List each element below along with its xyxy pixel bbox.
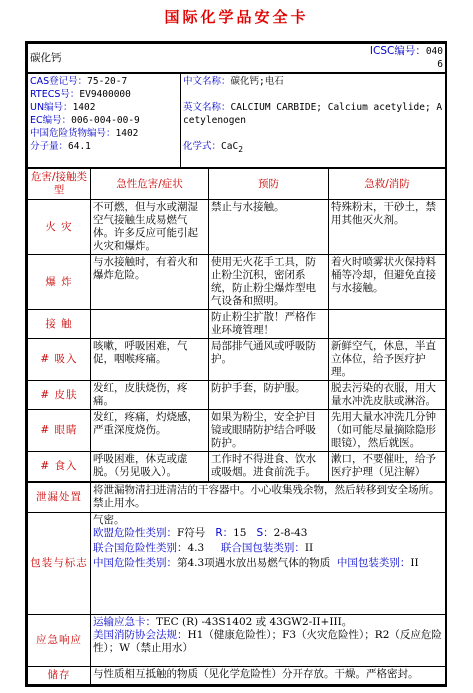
eu-hazard-value: F符号 [177, 527, 206, 539]
row-hazard: 发红，皮肤烧伤，疼痛。 [91, 381, 209, 410]
transport-value: TEC (R) -43S1402 或 43GW2-II+III。 [156, 616, 353, 628]
formula-value: CaC [221, 141, 239, 152]
row-hazard [91, 310, 209, 339]
table-row [28, 200, 446, 255]
nfpa-value: H1（健康危险性）；F3（火灾危险性）；R2（反应危险性）；W（禁止用水） [93, 629, 442, 654]
row-type: # 皮肤 [28, 381, 91, 410]
header-type: 危害/接触类型 [28, 169, 91, 200]
rtecs-value: EV9400000 [79, 89, 131, 100]
identity-table [27, 73, 446, 168]
cn-pack-label: 中国包装类别： [336, 557, 411, 569]
handling-table [27, 482, 446, 685]
s-label: S： [256, 527, 274, 539]
row-hazard: 发红，疼痛，灼烧感，严重深度烧伤。 [91, 410, 209, 452]
table-row [28, 452, 446, 482]
row-aid: 脱去污染的衣服，用大量水冲洗皮肤或淋浴。 [329, 381, 446, 410]
name-block [181, 74, 446, 168]
un-hazard-label: 联合国危险性类别： [93, 542, 188, 554]
id-table [27, 43, 446, 73]
icsc-label: ICSC编号： [369, 45, 426, 57]
rtecs-label: RTECS号： [30, 89, 80, 100]
spill-label: 泄漏处置 [28, 483, 91, 513]
row-type: # 食入 [28, 452, 91, 482]
cn-name-value: 碳化钙;电石 [230, 76, 284, 87]
row-type: 接 触 [28, 310, 91, 339]
row-aid: 漱口，不要催吐，给予医疗护理（见注解） [329, 452, 446, 482]
row-type: 爆 炸 [28, 255, 91, 310]
formula-label: 化学式： [183, 141, 222, 152]
cn-name-label: 中文名称： [183, 76, 231, 87]
packaging-row [28, 513, 446, 615]
un-label: UN编号： [30, 102, 73, 113]
mw-value: 64.1 [68, 141, 91, 152]
hazard-header-row [28, 169, 446, 200]
row-type: # 眼睛 [28, 410, 91, 452]
cn-value: 1402 [115, 128, 139, 139]
en-name-label: 英文名称： [183, 102, 231, 113]
row-aid: 先用大量水冲洗几分钟（如可能尽量摘除隐形眼镜），然后就医。 [329, 410, 446, 452]
emergency-row [28, 615, 446, 667]
storage-row [28, 667, 446, 685]
packaging-label: 包装与标志 [28, 513, 91, 615]
un-pack-label: 联合国包装类别： [220, 542, 305, 554]
emergency-label: 应急响应 [28, 615, 91, 667]
formula-subscript: 2 [238, 144, 243, 154]
header-aid: 急救/消防 [329, 169, 446, 200]
header-prevention: 预防 [209, 169, 329, 200]
row-prevention: 如果为粉尘，安全护目镜或眼睛防护结合呼吸防护。 [209, 410, 329, 452]
header-hazard: 急性危害/症状 [91, 169, 209, 200]
row-aid: 特殊粉末，干砂土，禁用其他灭火剂。 [329, 200, 446, 255]
transport-label: 运输应急卡： [93, 616, 156, 628]
row-prevention: 局部排气通风或呼吸防护。 [209, 339, 329, 381]
cas-value: 75-20-7 [87, 76, 128, 87]
un-value: 1402 [72, 102, 96, 113]
cn-pack-value: II [410, 557, 419, 569]
row-hazard: 咳嗽，呼吸困难，气促，咽喉疼痛。 [91, 339, 209, 381]
emergency-content [91, 615, 446, 667]
storage-label: 储存 [28, 667, 91, 685]
packaging-line: 气密。 [93, 514, 125, 526]
row-prevention: 禁止与水接触。 [209, 200, 329, 255]
packaging-content [91, 513, 446, 615]
nfpa-label: 美国消防协会法规： [93, 629, 188, 641]
cn-label: 中国危险货物编号： [30, 128, 116, 139]
table-row [28, 255, 446, 310]
un-hazard-value: 4.3 [187, 542, 205, 554]
row-hazard: 不可燃，但与水或潮湿空气接触生成易燃气体。许多反应可能引起火灾和爆炸。 [91, 200, 209, 255]
spill-text: 将泄漏物清扫进清洁的干容器中。小心收集残余物，然后转移到安全场所。禁止用水。 [91, 483, 446, 513]
table-row [28, 410, 446, 452]
row-prevention: 防止粉尘扩散！严格作业环境管理！ [209, 310, 329, 339]
row-hazard: 与水接触时，有着火和爆炸危险。 [91, 255, 209, 310]
cas-label: CAS登记号： [30, 76, 88, 87]
row-prevention: 使用无火花手工具，防止粉尘沉积，密闭系统，防止粉尘爆炸型电气设备和照明。 [209, 255, 329, 310]
eu-hazard-label: 欧盟危险性类别： [93, 527, 177, 539]
row-prevention: 防护手套，防护服。 [209, 381, 329, 410]
hazard-table [27, 168, 446, 482]
row-aid: 新鲜空气，休息，半直立体位，给予医疗护理。 [329, 339, 446, 381]
r-value: 15 [233, 527, 247, 539]
icsc-value: 0406 [425, 46, 443, 70]
row-prevention: 工作时不得进食、饮水或吸烟。进食前洗手。 [209, 452, 329, 482]
spill-row [28, 483, 446, 513]
un-pack-value: II [304, 542, 314, 554]
mw-label: 分子量： [30, 141, 69, 152]
table-row [28, 310, 446, 339]
row-hazard: 呼吸困难，休克或虚脱。（另见吸入）。 [91, 452, 209, 482]
cn-hazard-label: 中国危险性类别： [93, 557, 177, 569]
row-type: 火 灾 [28, 200, 91, 255]
row-aid [329, 310, 446, 339]
ec-label: EC编号： [30, 115, 72, 126]
row-type: # 吸入 [28, 339, 91, 381]
en-name-value: CALCIUM CARBIDE; Calcium acetylide; Acetylenogen [183, 102, 443, 126]
row-aid: 着火时喷雾状火保持料桶等冷却，但避免直接与水接触。 [329, 255, 446, 310]
page-title: 国际化学品安全卡 [164, 8, 309, 26]
table-row [28, 381, 446, 410]
s-value: 2-8-43 [273, 527, 308, 539]
chem-name: 碳化钙 [28, 44, 364, 73]
table-row [28, 339, 446, 381]
storage-text: 与性质相互抵触的物质（见化学危险性）分开存放。干燥。严格密封。 [91, 667, 446, 685]
cn-hazard-value: 第4.3项遇水放出易燃气体的物质 [177, 557, 331, 569]
r-label: R： [215, 527, 234, 539]
safety-card [25, 41, 447, 687]
ec-value: 006-004-00-9 [71, 115, 140, 126]
id-block [28, 74, 181, 168]
